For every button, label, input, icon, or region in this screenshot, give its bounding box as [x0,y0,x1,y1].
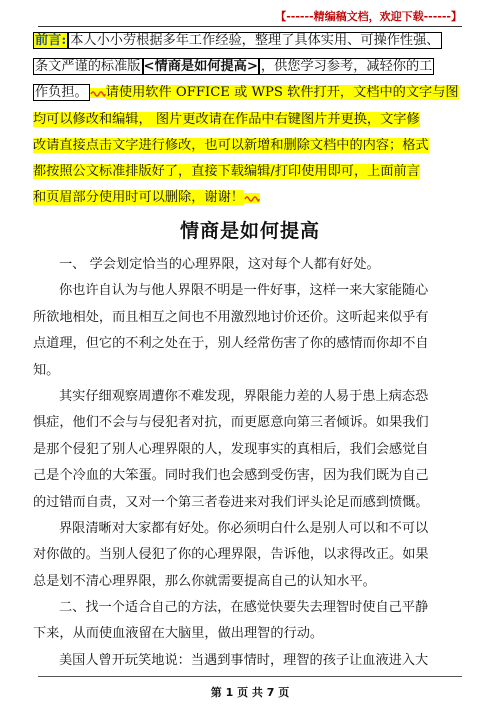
header-rule [38,26,462,27]
body-line: 美国人曾开玩笑地说：当遇到事情时，理智的孩子让血液进入大 [59,652,429,668]
preface-line [33,28,467,54]
body-line: 是那个侵犯了别人心理界限的人，发现事实的真相后，我们会感觉自 [33,441,429,457]
wavy-mark-icon [244,193,260,203]
body-line: 惧症，他们不会与与侵犯者对抗，而更愿意向第三者倾诉。如果我们 [33,415,429,431]
preface-text: 均可以修改和编辑， 图片更改请在作品中右键图片并更换，文字修 [33,111,420,127]
preface-text: 作负担。 [35,85,88,101]
header-note: 【------精编稿文档，欢迎下载------】 [275,10,462,23]
preface-line [33,133,467,159]
preface-text: 和页眉部分使用时可以删除，谢谢！ [33,190,244,206]
preface-line [33,159,467,185]
preface-text: 都按照公文标准排版好了，直接下载编辑/打印使用即可，上面前言 [33,163,420,179]
preface-text: ，供您学习参考，减轻你的工 [260,59,433,75]
preface-block [33,28,467,211]
document-body [33,252,467,674]
preface-line [33,80,467,106]
preface-text: 本人小小劳根据多年工作经验，整理了具体实用、可操作性强、 [70,33,440,48]
preface-line [33,185,467,211]
preface-text: 请使用软件 OFFICE 或 WPS 软件打开，文档中的文字与图 [105,85,459,101]
preface-line [33,107,467,133]
page-number: 第 1 页 共 7 页 [210,686,290,699]
document-title-reference: <情商是如何提高> [143,59,258,75]
body-line: 己是个冷血的大笨蛋。同时我们也会感到受伤害，因为我们既为自己 [33,468,429,484]
wavy-mark-icon [90,88,106,98]
preface-line [33,54,467,80]
body-line: 其实仔细观察周遭你不难发现，界限能力差的人易于患上病态恐 [59,388,429,404]
preface-label: 前言: [35,33,67,48]
body-line: 你也许自认为与他人界限不明是一件好事，这样一来大家能随心 [59,283,429,299]
body-line: 知。 [33,362,60,378]
body-line: 点道理，但它的不利之处在于，别人经常伤害了你的感情而你却不自 [33,336,429,352]
body-line: 的过错而自责，又对一个第三者卷进来对我们评头论足而感到愤慨。 [33,494,429,510]
footer-rule [38,676,462,677]
body-line: 一、 学会划定恰当的心理界限，这对每个人都有好处。 [59,257,380,272]
body-line: 总是划不清心理界限，那么你就需要提高自己的认知水平。 [33,573,376,589]
body-line: 所欲地相处，而且相互之间也不用激烈地讨价还价。这听起来似乎有 [33,309,429,325]
body-line: 下来，从而使血液留在大脑里，做出理智的行动。 [33,626,324,642]
page-header [0,0,500,28]
preface-text: 改请直接点击文字进行修改，也可以新增和删除文档中的内容；格式 [33,137,429,153]
document-title: 情商是如何提高 [179,220,320,242]
body-line: 对你做的。当别人侵犯了你的心理界限，告诉他，以求得改正。如果 [33,547,429,563]
preface-text: 条文严谨的标准版 [35,59,141,75]
body-line: 界限清晰对大家都有好处。你必须明白什么是别人可以和不可以 [59,520,429,536]
body-line: 二、找一个适合自己的方法，在感觉快要失去理智时使自己平静 [59,600,429,616]
